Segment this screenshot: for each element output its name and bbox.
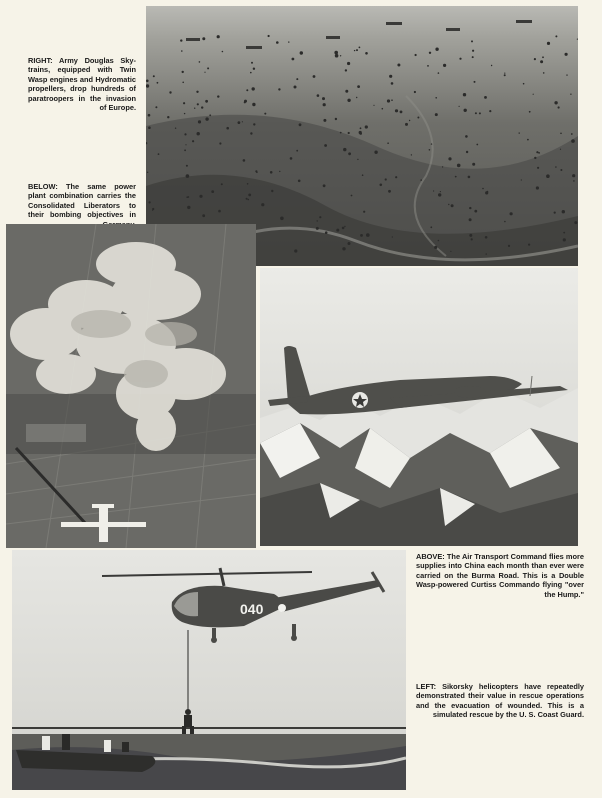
parachute-dot	[443, 64, 446, 67]
parachute-dot	[218, 210, 221, 213]
parachute-dot	[290, 157, 293, 160]
parachute-dot	[560, 169, 562, 171]
parachute-dot	[209, 114, 211, 116]
parachute-dot	[366, 233, 370, 237]
parachute-dot	[211, 190, 214, 193]
parachute-dot	[471, 40, 473, 42]
parachute-dot	[181, 50, 183, 52]
parachute-dot	[243, 159, 246, 162]
parachute-dot	[192, 140, 194, 142]
parachute-dot	[256, 172, 258, 174]
parachute-dot	[248, 194, 251, 197]
parachute-dot	[504, 73, 505, 74]
parachute-dot	[573, 180, 575, 182]
parachute-dot	[342, 247, 345, 250]
parachute-dot	[325, 231, 328, 234]
parachute-dot	[270, 171, 273, 174]
parachute-dot	[554, 212, 556, 214]
parachute-dot	[252, 103, 255, 106]
parachute-dot	[196, 91, 198, 93]
parachute-dot	[217, 35, 220, 38]
parachute-dot	[347, 62, 350, 65]
parachute-dot	[560, 149, 561, 150]
parachute-dot	[442, 166, 443, 167]
parachute-dot	[356, 97, 357, 98]
parachute-dot	[389, 75, 392, 78]
parachute-dot	[388, 190, 391, 193]
parachute-dot	[279, 171, 280, 172]
sikorsky-helicopter-photo	[12, 550, 406, 790]
parachute-dot	[373, 105, 374, 106]
parachute-dot	[555, 166, 557, 168]
parachute-dot	[486, 253, 487, 254]
parachute-dot	[491, 65, 492, 66]
parachute-dot	[148, 126, 151, 129]
parachute-dot	[475, 112, 477, 114]
parachute-dot	[429, 52, 431, 54]
parachute-dot	[183, 102, 185, 104]
parachute-dot	[472, 50, 474, 52]
parachute-dot	[554, 101, 557, 104]
parachute-dot	[365, 52, 368, 55]
parachute-dot	[540, 60, 543, 63]
parachute-dot	[221, 183, 223, 185]
parachute-dot	[476, 144, 478, 146]
fuselage-marking: 040	[240, 601, 264, 617]
parachute-dot	[334, 51, 338, 55]
parachute-dot	[536, 151, 538, 153]
parachute-dot	[570, 94, 571, 95]
parachute-dot	[248, 199, 250, 201]
parachute-dot	[345, 90, 348, 93]
parachute-dot	[194, 108, 195, 109]
parachute-dot	[489, 110, 491, 112]
parachute-dot	[523, 83, 525, 85]
parachute-dot	[560, 133, 562, 135]
parachute-dot	[264, 113, 266, 115]
parachute-dot	[184, 113, 185, 114]
parachute-dot	[354, 50, 355, 51]
parachute-dot	[207, 67, 209, 69]
parachute-dot	[385, 178, 387, 180]
caption-commando: ABOVE: The Air Transport Command flies more supplies into China each month than ever were carried on the Burma Road. This is a Double Wasp-powered Curtiss Commando flying "over the Hump."	[416, 552, 584, 599]
parachute-dot	[469, 218, 472, 221]
parachute-dot	[357, 85, 360, 88]
parachute-dot	[252, 87, 255, 90]
parachute-dot	[294, 249, 297, 252]
parachute-dot	[391, 82, 394, 85]
parachute-dot	[319, 216, 321, 218]
parachute-dot	[187, 196, 189, 198]
parachute-dot	[400, 111, 403, 114]
parachute-dot	[365, 125, 368, 128]
parachute-dot	[204, 72, 205, 73]
parachute-dot	[185, 144, 186, 145]
parachute-dot	[563, 238, 566, 241]
parachute-dot	[313, 75, 316, 78]
parachute-dot	[363, 211, 365, 213]
parachute-dot	[247, 183, 249, 185]
parachute-dot	[440, 191, 441, 192]
parachute-dot	[459, 58, 461, 60]
parachute-dot	[182, 82, 184, 84]
parachute-dot	[253, 123, 255, 125]
parachute-dot	[149, 201, 151, 203]
parachute-dot	[457, 164, 461, 168]
parachute-dot	[391, 99, 393, 101]
parachute-dot	[405, 123, 408, 126]
parachute-dot	[345, 69, 347, 71]
parachute-dot	[479, 112, 481, 114]
parachute-dot	[534, 157, 536, 159]
caption-helicopter: LEFT: Sikorsky helicopters have repeatedly demonstrated their value in rescue operations and the evacuation of wounded. This is a simulated rescue by the U. S. Coast Guard.	[416, 682, 584, 720]
parachute-dot	[577, 39, 578, 40]
parachute-dot	[205, 117, 208, 120]
parachute-dot	[288, 41, 289, 42]
parachute-dot	[482, 188, 484, 190]
parachute-dot	[392, 236, 393, 237]
parachute-dot	[508, 245, 510, 247]
parachute-dot	[466, 151, 468, 153]
parachute-dot	[155, 106, 157, 108]
parachute-dot	[574, 221, 577, 224]
parachute-dot	[153, 75, 155, 77]
parachute-dot	[187, 206, 190, 209]
parachute-dot	[246, 198, 248, 200]
parachute-dot	[359, 132, 362, 135]
parachute-dot	[261, 203, 264, 206]
parachute-dot	[565, 53, 568, 56]
parachute-dot	[152, 210, 153, 211]
parachute-dot	[469, 207, 471, 209]
parachute-dot	[543, 72, 545, 74]
parachute-dot	[169, 91, 171, 93]
parachute-dot	[278, 88, 280, 90]
parachute-dot	[250, 132, 252, 134]
parachute-dot	[219, 142, 221, 144]
parachute-dot	[226, 127, 229, 130]
parachute-dot	[347, 99, 350, 102]
parachute-dot	[222, 51, 224, 53]
parachute-dot	[471, 238, 473, 240]
parachute-dot	[336, 229, 339, 232]
parachute-dot	[374, 151, 377, 154]
parachute-dot	[527, 139, 529, 141]
parachute-dot	[242, 121, 243, 122]
parachute-dot	[184, 149, 186, 151]
parachute-dot	[360, 234, 363, 237]
parachute-dot	[299, 123, 302, 126]
parachute-dot	[451, 204, 454, 207]
parachute-dot	[316, 227, 319, 230]
parachute-dot	[474, 81, 476, 83]
parachute-dot	[555, 35, 557, 37]
parachute-dot	[182, 71, 184, 73]
parachute-dot	[199, 195, 202, 198]
parachute-dot	[536, 186, 539, 189]
parachute-dot	[296, 78, 298, 80]
parachute-dot	[434, 246, 437, 249]
parachute-dot	[438, 240, 440, 242]
parachute-dot	[348, 132, 350, 134]
parachute-dot	[519, 132, 520, 133]
parachute-dot	[271, 190, 273, 192]
parachute-dot	[202, 214, 205, 217]
parachute-dot	[529, 111, 531, 113]
parachute-dot	[351, 195, 353, 197]
parachute-dot	[468, 176, 471, 179]
parachute-dot	[201, 106, 203, 108]
parachute-dot	[157, 82, 159, 84]
parachute-dot	[175, 128, 176, 129]
parachute-dot	[180, 39, 182, 41]
parachute-dot	[504, 221, 506, 223]
insignia-star	[352, 392, 368, 408]
parachute-dot	[323, 103, 326, 106]
parachute-dot	[411, 154, 412, 155]
parachute-dot	[538, 152, 540, 154]
parachute-dot	[340, 55, 341, 56]
parachute-dot	[323, 119, 326, 122]
parachute-dot	[571, 139, 575, 143]
parachute-dot	[359, 47, 361, 49]
parachute-dot	[448, 204, 449, 205]
parachute-dot	[430, 226, 432, 228]
parachute-dot	[344, 226, 345, 227]
parachute-dot	[296, 150, 298, 152]
parachute-dot	[250, 72, 252, 74]
parachute-dot	[397, 64, 400, 67]
parachute-dot	[537, 167, 539, 169]
parachute-dot	[362, 174, 364, 176]
parachute-dot	[571, 133, 573, 135]
parachute-dot	[324, 144, 327, 147]
parachute-dot	[433, 190, 434, 191]
parachute-dot	[435, 97, 437, 99]
parachute-dot	[528, 244, 530, 246]
parachute-dot	[534, 58, 536, 60]
parachute-dot	[484, 96, 487, 99]
parachute-dot	[455, 176, 457, 178]
parachute-dot	[542, 56, 544, 58]
parachute-dot	[546, 174, 550, 178]
parachute-dot	[387, 142, 389, 144]
parachute-dot	[322, 97, 325, 100]
parachute-dot	[251, 62, 253, 64]
parachute-dot	[387, 99, 390, 102]
parachute-dot	[298, 180, 301, 183]
parachute-dot	[342, 227, 345, 230]
parachute-dot	[356, 49, 358, 51]
parachute-dot	[246, 89, 248, 91]
parachute-dot	[253, 68, 255, 70]
parachute-dot	[558, 106, 560, 108]
parachute-dot	[348, 152, 351, 155]
parachute-dot	[469, 234, 472, 237]
parachute-dot	[485, 236, 488, 239]
parachute-dot	[380, 184, 383, 187]
parachute-dot	[448, 157, 451, 160]
parachute-dot	[474, 210, 477, 213]
parachute-dot	[562, 210, 565, 213]
parachute-dot	[360, 127, 362, 129]
liberator-bombing-photo	[6, 224, 256, 548]
parachute-dot	[294, 86, 297, 89]
parachute-dot	[317, 220, 318, 221]
parachute-dot	[323, 184, 326, 187]
parachute-dot	[217, 95, 219, 97]
parachute-dot	[197, 132, 200, 135]
parachute-dot	[202, 37, 205, 40]
parachute-dot	[167, 116, 169, 118]
parachute-dot	[465, 135, 468, 138]
parachute-dot	[184, 133, 186, 135]
parachute-dot	[186, 165, 188, 167]
parachute-dot	[300, 51, 303, 54]
parachute-dot	[572, 174, 575, 177]
parachute-dot	[146, 80, 149, 83]
parachute-dot	[438, 72, 440, 74]
parachute-dot	[429, 149, 431, 151]
parachute-dot	[197, 103, 199, 105]
parachute-dot	[533, 94, 534, 95]
parachute-dot	[427, 65, 429, 67]
parachute-dot	[438, 193, 441, 196]
caption-paratroopers: RIGHT: Army Douglas Sky-trains, equipped with Twin Wasp engines and Hydromatic propellers, drop hundreds of paratroopers in the invasion of Europe.	[28, 56, 136, 113]
parachute-dot	[395, 109, 398, 112]
parachute-dot	[472, 56, 474, 58]
parachute-dot	[205, 100, 208, 103]
parachute-dot	[521, 179, 522, 180]
parachute-dot	[268, 35, 270, 37]
parachute-dot	[357, 159, 358, 160]
parachute-dot	[198, 120, 201, 123]
parachute-dot	[158, 153, 160, 155]
caption-liberators: BELOW: The same power plant combination carries the Consolidated Liberators to their bombing objectives in	[28, 182, 136, 220]
parachute-dot	[435, 113, 438, 116]
parachute-dot	[147, 172, 148, 173]
parachute-dot	[420, 179, 422, 181]
parachute-dot	[244, 101, 246, 103]
parachute-dot	[415, 54, 417, 56]
parachute-dot	[186, 174, 190, 178]
parachute-dot	[335, 118, 337, 120]
parachute-dot	[317, 94, 320, 97]
parachute-dot	[435, 48, 438, 51]
parachute-dot	[464, 109, 467, 112]
parachute-dot	[547, 42, 550, 45]
parachute-dot	[409, 120, 410, 121]
parachute-dot	[414, 91, 416, 93]
parachute-dot	[504, 74, 506, 76]
parachute-dot	[566, 74, 567, 75]
parachute-dot	[472, 163, 475, 166]
parachute-dot	[340, 132, 342, 134]
parachute-dot	[563, 232, 565, 234]
parachute-dot	[382, 108, 384, 110]
parachute-dot	[450, 251, 451, 252]
parachute-dot	[292, 58, 295, 61]
parachute-dot	[148, 114, 151, 117]
parachute-dot	[395, 176, 397, 178]
parachute-dot	[459, 106, 460, 107]
parachute-dot	[463, 93, 466, 96]
parachute-dot	[417, 117, 419, 119]
curtiss-commando-photo	[260, 268, 578, 546]
parachute-dot	[280, 217, 284, 221]
parachute-dot	[276, 41, 279, 44]
parachute-dot	[510, 212, 513, 215]
parachute-dot	[335, 54, 339, 58]
parachute-dot	[238, 121, 241, 124]
parachute-dot	[199, 61, 201, 63]
parachute-dot	[485, 191, 488, 194]
parachute-dot	[343, 148, 346, 151]
parachute-dot	[431, 143, 432, 144]
parachute-dot	[348, 242, 351, 245]
